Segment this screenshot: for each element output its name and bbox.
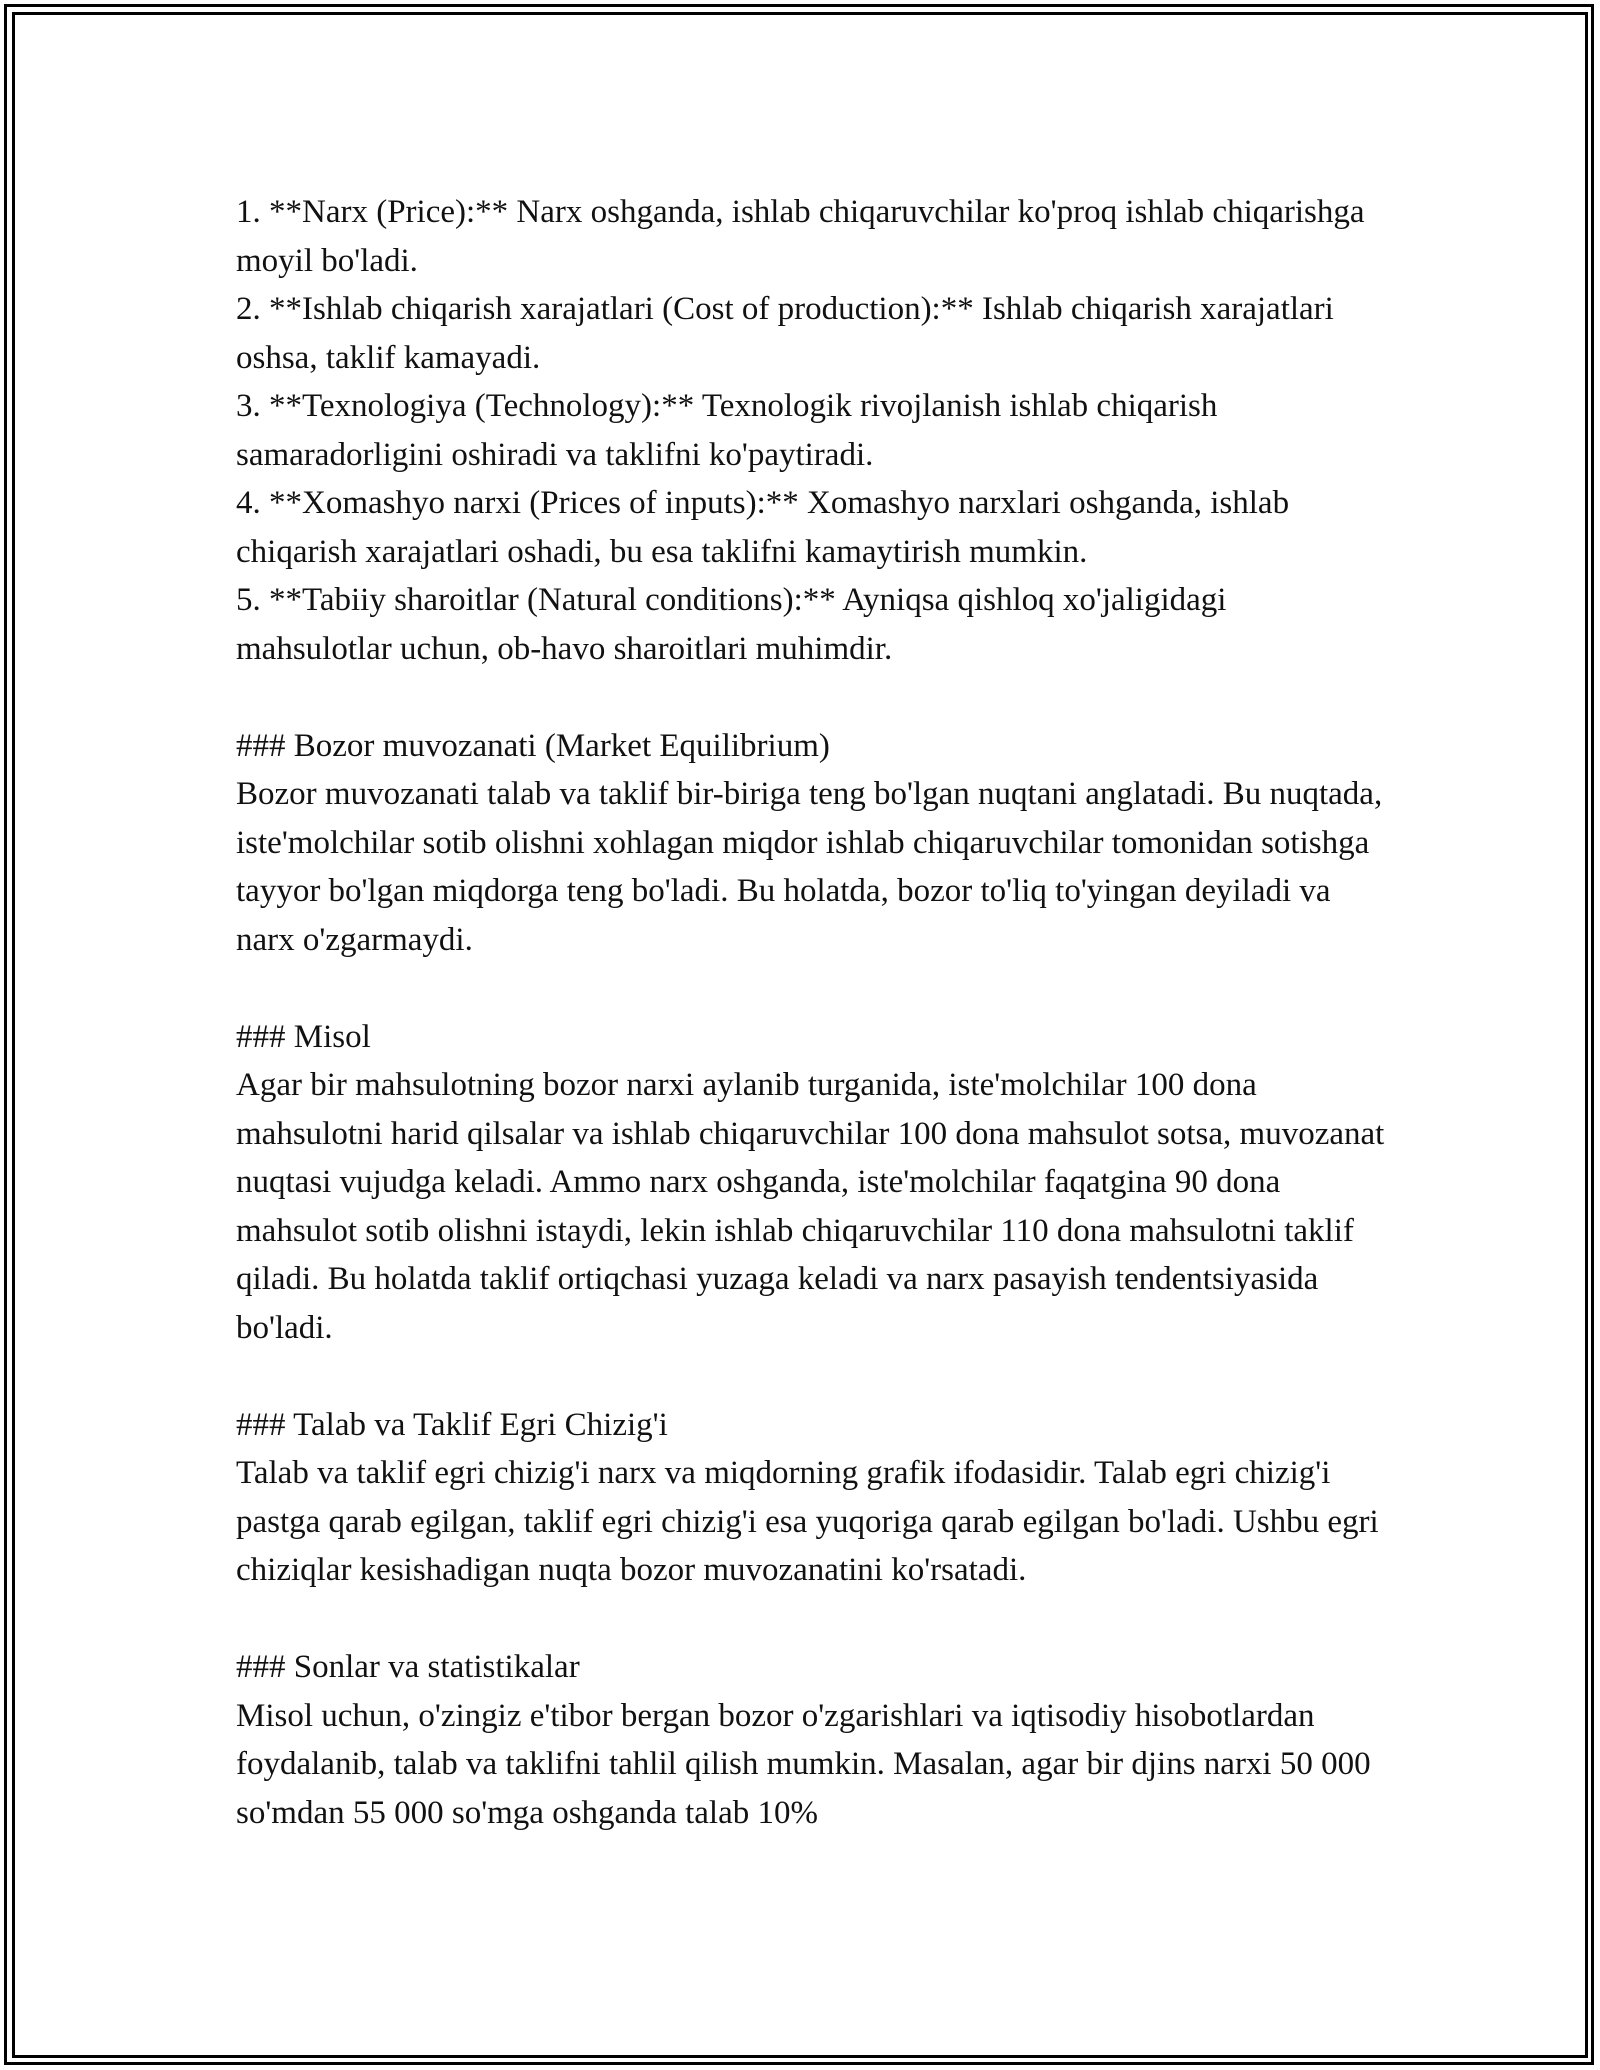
list-item-prices-of-inputs: 4. **Xomashyo narxi (Prices of inputs):** Xomashyo narxlari oshganda, ishlab chiqarish xarajatlari oshadi, bu esa taklifni kamaytirish mumkin. bbox=[236, 485, 1290, 570]
section-body-market-equilibrium: Bozor muvozanati talab va taklif bir-biriga teng bo'lgan nuqtani anglatadi. Bu nuqtada, iste'molchilar sotib olishni xohlagan miqdor ishlab chiqaruvchilar tomonidan sotishga tayyor bo'lgan miqdorga teng bo'ladi. Bu holatda, bozor to'liq to'yingan deyiladi va narx o'zgarmaydi. bbox=[236, 776, 1383, 958]
paragraph-gap bbox=[236, 964, 1386, 1013]
list-item-technology: 3. **Texnologiya (Technology):** Texnologik rivojlanish ishlab chiqarish samaradorligini oshiradi va taklifni ko'paytiradi. bbox=[236, 388, 1218, 473]
paragraph-gap bbox=[236, 673, 1386, 722]
list-item-price: 1. **Narx (Price):** Narx oshganda, ishlab chiqaruvchilar ko'proq ishlab chiqarishga moyil bo'ladi. bbox=[236, 194, 1365, 279]
list-item-cost-of-production: 2. **Ishlab chiqarish xarajatlari (Cost of production):** Ishlab chiqarish xarajatlari oshsa, taklif kamayadi. bbox=[236, 291, 1334, 376]
paragraph-gap bbox=[236, 1595, 1386, 1644]
section-heading-supply-demand-curve: ### Talab va Taklif Egri Chizig'i bbox=[236, 1406, 668, 1443]
section-body-supply-demand-curve: Talab va taklif egri chizig'i narx va miqdorning grafik ifodasidir. Talab egri chizig'i pastga qarab egilgan, taklif egri chizig'i esa yuqoriga qarab egilgan bo'ladi. Ushbu egri chiziqlar kesishadigan nuqta bozor muvozanatini ko'rsatadi. bbox=[236, 1455, 1379, 1588]
paragraph-gap bbox=[236, 1352, 1386, 1401]
list-item-natural-conditions: 5. **Tabiiy sharoitlar (Natural conditions):** Ayniqsa qishloq xo'jaligidagi mahsulotlar uchun, ob-havo sharoitlari muhimdir. bbox=[236, 582, 1227, 667]
section-heading-numbers-statistics: ### Sonlar va statistikalar bbox=[236, 1649, 580, 1685]
section-body-numbers-statistics: Misol uchun, o'zingiz e'tibor bergan bozor o'zgarishlari va iqtisodiy hisobotlardan foydalanib, talab va taklifni tahlil qilish mumkin. Masalan, agar bir djins narxi 50 000 so'mdan 55 000 so'mga oshganda talab 10% bbox=[236, 1697, 1371, 1831]
document-body bbox=[236, 188, 1386, 1837]
section-heading-example: ### Misol bbox=[236, 1018, 371, 1055]
section-heading-market-equilibrium: ### Bozor muvozanati (Market Equilibrium) bbox=[236, 727, 830, 764]
section-body-example: Agar bir mahsulotning bozor narxi aylanib turganida, iste'molchilar 100 dona mahsulotni harid qilsalar va ishlab chiqaruvchilar 100 dona mahsulot sotsa, muvozanat nuqtasi vujudga keladi. Ammo narx oshganda, iste'molchilar faqatgina 90 dona mahsulot sotib olishni istaydi, lekin ishlab chiqaruvchilar 110 dona mahsulotni taklif qiladi. Bu holatda taklif ortiqchasi yuzaga keladi va narx pasayish tendentsiyasida bo'ladi. bbox=[236, 1067, 1385, 1346]
